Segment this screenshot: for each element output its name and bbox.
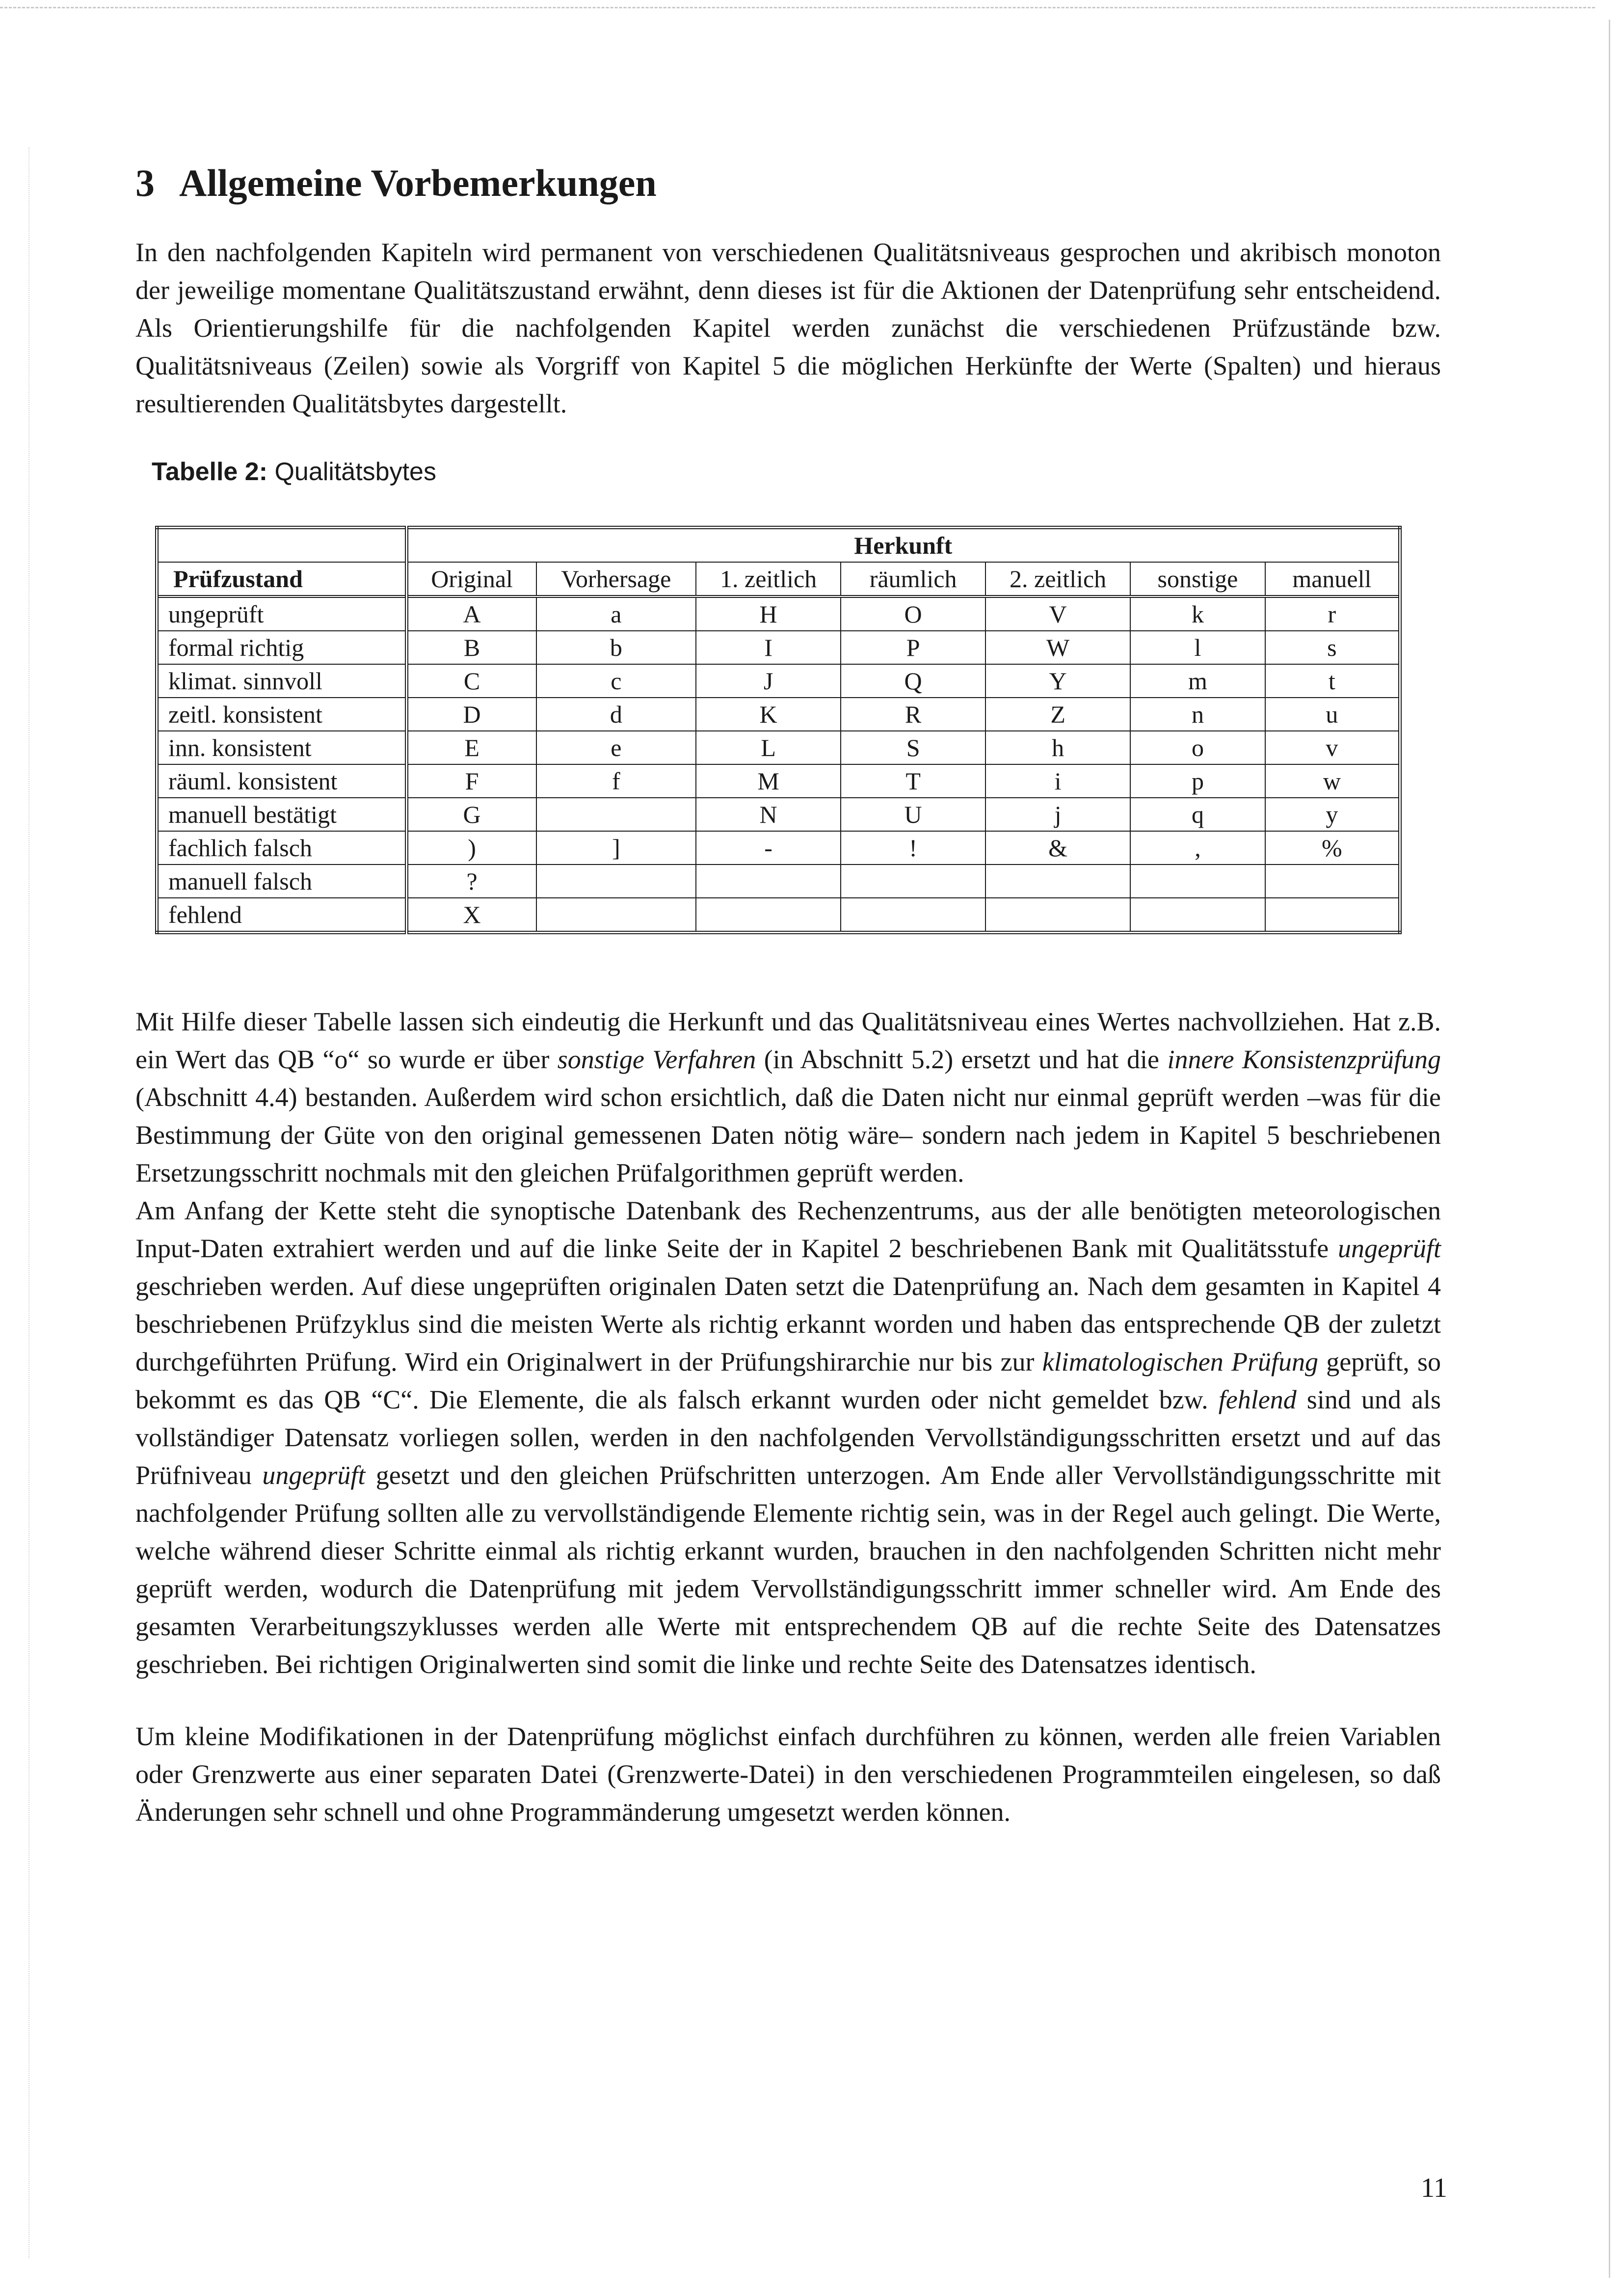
quality-bytes-table xyxy=(155,526,1402,934)
quality-byte-cell: l xyxy=(1130,631,1265,664)
quality-byte-cell: m xyxy=(1130,664,1265,698)
state-cell: klimat. sinnvoll xyxy=(157,664,407,698)
scan-edge-top xyxy=(0,7,1595,8)
quality-byte-cell: S xyxy=(841,731,985,764)
quality-byte-cell: k xyxy=(1130,596,1265,631)
quality-byte-cell xyxy=(536,864,696,898)
quality-byte-cell: q xyxy=(1130,798,1265,831)
state-cell: formal richtig xyxy=(157,631,407,664)
quality-byte-cell xyxy=(696,864,841,898)
state-cell: inn. konsistent xyxy=(157,731,407,764)
scan-edge-right xyxy=(1609,20,1610,2278)
quality-byte-cell xyxy=(536,898,696,933)
quality-byte-cell: u xyxy=(1265,698,1400,731)
quality-byte-cell: ) xyxy=(406,831,536,864)
quality-byte-cell: w xyxy=(1265,764,1400,798)
origin-column-header: räumlich xyxy=(841,562,985,596)
quality-byte-cell: p xyxy=(1130,764,1265,798)
quality-byte-cell: f xyxy=(536,764,696,798)
paragraph-processing-chain: Am Anfang der Kette steht die synoptische Datenbank des Rechenzentrums, aus der alle benötigten meteorologischen Input-Daten extrahiert werden und auf die linke Seite der in Kapitel 2 beschriebenen Bank mit Qualitätsstufe ungeprüft geschrieben werden. Auf diese ungeprüften originalen Daten setzt die Datenprüfung an. Nach dem gesamten in Kapitel 4 beschriebenen Prüfzyklus sind die meisten Werte als richtig erkannt worden und haben das entsprechende QB der zuletzt durchgeführten Prüfung. Wird ein Originalwert in der Prüfungshirarchie nur bis zur klimatologischen Prüfung geprüft, so bekommt es das QB “C“. Die Elemente, die als falsch erkannt wurden oder nicht gemeldet bzw. fehlend sind und als vollständiger Datensatz vorliegen sollen, werden in den nachfolgenden Vervollständigungsschritten ersetzt und auf das Prüfniveau ungeprüft gesetzt und den gleichen Prüfschritten unterzogen. Am Ende aller Vervollständigungsschritte mit nachfolgender Prüfung sollten alle zu vervollständigende Elemente richtig sein, was in der Regel auch gelingt. Die Werte, welche während dieser Schritte einmal als richtig erkannt wurden, brauchen in den nachfolgenden Schritten nicht mehr geprüft werden, wodurch die Datenprüfung mit jedem Vervollständigungsschritt immer schneller wird. Am Ende des gesamten Verarbeitungszyklusses werden alle Werte mit entsprechendem QB auf die rechte Seite des Datensatzes geschrieben. Bei richtigen Originalwerten sind somit die linke und rechte Seite des Datensatzes identisch. xyxy=(135,1195,1441,1679)
table-row xyxy=(157,631,1400,664)
state-cell: räuml. konsistent xyxy=(157,764,407,798)
quality-byte-cell: X xyxy=(406,898,536,933)
quality-byte-cell: T xyxy=(841,764,985,798)
quality-byte-cell: R xyxy=(841,698,985,731)
page-content xyxy=(135,162,1441,1831)
quality-byte-cell xyxy=(1130,864,1265,898)
state-cell: fachlich falsch xyxy=(157,831,407,864)
origin-column-header: sonstige xyxy=(1130,562,1265,596)
table-row xyxy=(157,664,1400,698)
quality-byte-cell: ? xyxy=(406,864,536,898)
quality-byte-cell: i xyxy=(985,764,1130,798)
state-cell: zeitl. konsistent xyxy=(157,698,407,731)
paragraph-table-explanation: Mit Hilfe dieser Tabelle lassen sich eindeutig die Herkunft und das Qualitätsniveau eines Wertes nachvollziehen. Hat z.B. ein Wert das QB “o“ so wurde er über sonstige Verfahren (in Abschnitt 5.2) ersetzt und hat die innere Konsistenzprüfung (Abschnitt 4.4) bestanden. Außerdem wird schon ersichtlich, daß die Daten nicht nur einmal geprüft werden –was für die Bestimmung der Güte von den original gemessenen Daten nötig wäre– sondern nach jedem in Kapitel 5 beschriebenen Ersetzungsschritt nochmals mit den gleichen Prüfalgorithmen geprüft werden. xyxy=(135,1006,1441,1188)
quality-byte-cell: Q xyxy=(841,664,985,698)
quality-byte-cell: v xyxy=(1265,731,1400,764)
quality-byte-cell: Y xyxy=(985,664,1130,698)
quality-byte-cell xyxy=(1265,864,1400,898)
quality-byte-cell: , xyxy=(1130,831,1265,864)
quality-byte-cell xyxy=(985,898,1130,933)
origin-column-header: manuell xyxy=(1265,562,1400,596)
quality-byte-cell: j xyxy=(985,798,1130,831)
quality-byte-cell: N xyxy=(696,798,841,831)
quality-byte-cell: t xyxy=(1265,664,1400,698)
quality-byte-cell: O xyxy=(841,596,985,631)
quality-byte-cell: E xyxy=(406,731,536,764)
quality-bytes-table-wrapper xyxy=(155,526,1402,934)
quality-byte-cell: & xyxy=(985,831,1130,864)
table-caption-text: Qualitätsbytes xyxy=(274,457,436,486)
quality-byte-cell: e xyxy=(536,731,696,764)
origin-column-header: 2. zeitlich xyxy=(985,562,1130,596)
section-number: 3 xyxy=(135,162,155,204)
table-row xyxy=(157,596,1400,631)
quality-byte-cell: V xyxy=(985,596,1130,631)
table-row xyxy=(157,698,1400,731)
quality-byte-cell: a xyxy=(536,596,696,631)
quality-byte-cell: ! xyxy=(841,831,985,864)
intro-paragraph: In den nachfolgenden Kapiteln wird permanent von verschiedenen Qualitätsniveaus gesprochen und akribisch monoton der jeweilige momentane Qualitätszustand erwähnt, denn dieses ist für die Aktionen der Datenprüfung sehr entscheidend. Als Orientierungshilfe für die nachfolgenden Kapitel werden zunächst die verschiedenen Prüfzustände bzw. Qualitätsniveaus (Zeilen) sowie als Vorgriff von Kapitel 5 die möglichen Herkünfte der Werte (Spalten) und hieraus resultierenden Qualitätsbytes dargestellt. xyxy=(135,237,1441,418)
quality-byte-cell xyxy=(985,864,1130,898)
quality-byte-cell: A xyxy=(406,596,536,631)
quality-byte-cell: U xyxy=(841,798,985,831)
quality-byte-cell: d xyxy=(536,698,696,731)
quality-byte-cell: n xyxy=(1130,698,1265,731)
quality-byte-cell: W xyxy=(985,631,1130,664)
state-cell: fehlend xyxy=(157,898,407,933)
section-title: Allgemeine Vorbemerkungen xyxy=(179,162,657,204)
table-row xyxy=(157,731,1400,764)
paragraph-threshold-file: Um kleine Modifikationen in der Datenprüfung möglichst einfach durchführen zu können, werden alle freien Variablen oder Grenzwerte aus einer separaten Datei (Grenzwerte-Datei) in den verschiedenen Programmteilen eingelesen, so daß Änderungen sehr schnell und ohne Programmänderung umgesetzt werden können. xyxy=(135,1721,1441,1827)
quality-byte-cell: D xyxy=(406,698,536,731)
table-caption-label: Tabelle 2: xyxy=(152,457,268,486)
table-column-header-row xyxy=(157,562,1400,596)
quality-byte-cell: h xyxy=(985,731,1130,764)
state-cell: manuell falsch xyxy=(157,864,407,898)
quality-byte-cell: ] xyxy=(536,831,696,864)
state-cell: manuell bestätigt xyxy=(157,798,407,831)
quality-byte-cell: y xyxy=(1265,798,1400,831)
table-row xyxy=(157,831,1400,864)
quality-byte-cell xyxy=(841,898,985,933)
quality-byte-cell: P xyxy=(841,631,985,664)
origin-column-header: Vorhersage xyxy=(536,562,696,596)
quality-byte-cell: L xyxy=(696,731,841,764)
quality-byte-cell: F xyxy=(406,764,536,798)
quality-byte-cell: I xyxy=(696,631,841,664)
table-row xyxy=(157,898,1400,933)
quality-byte-cell: - xyxy=(696,831,841,864)
table-row xyxy=(157,798,1400,831)
quality-byte-cell: H xyxy=(696,596,841,631)
page-number: 11 xyxy=(1421,2173,1447,2203)
table-group-header-row xyxy=(157,527,1400,562)
quality-byte-cell: M xyxy=(696,764,841,798)
origin-group-header: Herkunft xyxy=(406,527,1400,562)
quality-byte-cell xyxy=(1130,898,1265,933)
quality-byte-cell: r xyxy=(1265,596,1400,631)
table-body xyxy=(157,596,1400,933)
state-column-header: Prüfzustand xyxy=(157,562,407,596)
state-cell: ungeprüft xyxy=(157,596,407,631)
quality-byte-cell: J xyxy=(696,664,841,698)
origin-column-header: Original xyxy=(406,562,536,596)
quality-byte-cell: b xyxy=(536,631,696,664)
quality-byte-cell: B xyxy=(406,631,536,664)
quality-byte-cell: C xyxy=(406,664,536,698)
quality-byte-cell xyxy=(1265,898,1400,933)
quality-byte-cell xyxy=(841,864,985,898)
quality-byte-cell: K xyxy=(696,698,841,731)
table-row xyxy=(157,764,1400,798)
quality-byte-cell: o xyxy=(1130,731,1265,764)
quality-byte-cell xyxy=(696,898,841,933)
quality-byte-cell: c xyxy=(536,664,696,698)
origin-column-header: 1. zeitlich xyxy=(696,562,841,596)
table-corner-cell xyxy=(157,527,407,562)
quality-byte-cell: s xyxy=(1265,631,1400,664)
quality-byte-cell: % xyxy=(1265,831,1400,864)
quality-byte-cell: G xyxy=(406,798,536,831)
quality-byte-cell: Z xyxy=(985,698,1130,731)
table-caption xyxy=(152,457,1441,486)
scan-edge-left xyxy=(28,147,29,2258)
section-heading xyxy=(135,162,1441,204)
table-row xyxy=(157,864,1400,898)
quality-byte-cell xyxy=(536,798,696,831)
